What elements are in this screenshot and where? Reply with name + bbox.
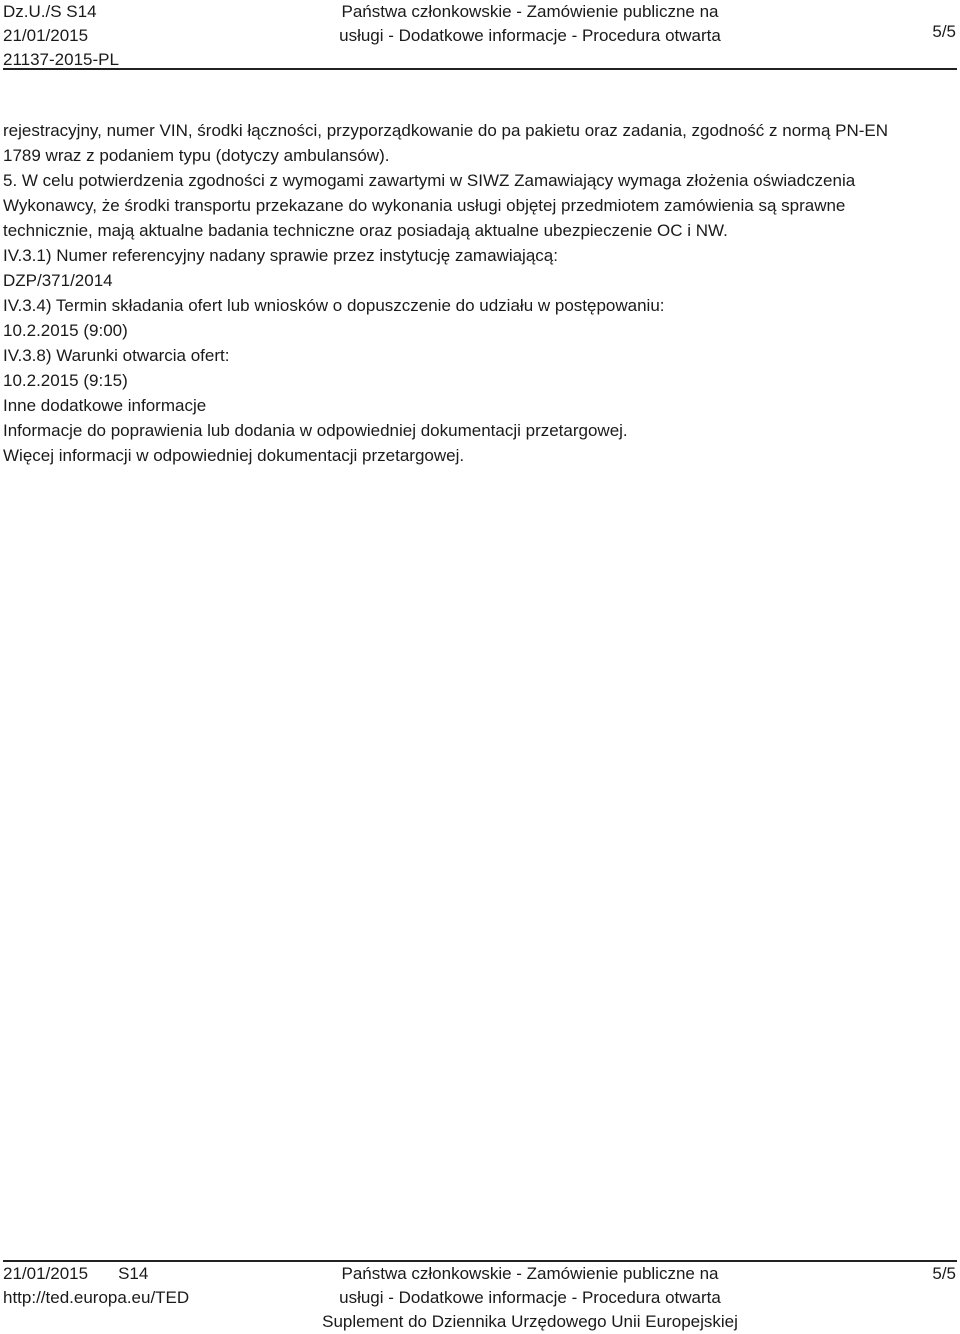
publication-date: 21/01/2015: [3, 26, 89, 45]
section-heading-reference-number: IV.3.1) Numer referencyjny nadany sprawie przez instytucję zamawiającą:: [3, 246, 558, 265]
footer-title-line-2: usługi - Dodatkowe informacje - Procedura otwarta: [339, 1288, 721, 1307]
deadline-value: 10.2.2015 (9:00): [3, 321, 128, 340]
section-heading-deadline: IV.3.4) Termin składania ofert lub wniosków o dopuszczenie do udziału w postępowaniu:: [3, 296, 665, 315]
header-title-line-1: Państwa członkowskie - Zamówienie publiczne na: [341, 2, 719, 21]
section-heading-additional-info: Inne dodatkowe informacje: [3, 396, 207, 415]
footer-left: [3, 1262, 148, 1286]
journal-id: Dz.U./S S14: [3, 2, 97, 21]
header-divider: [3, 68, 957, 70]
section-heading-opening-conditions: IV.3.8) Warunki otwarcia ofert:: [3, 346, 230, 365]
header-left: [3, 0, 223, 72]
additional-info-line: Informacje do poprawienia lub dodania w odpowiedniej dokumentacji przetargowej.: [3, 421, 628, 440]
body-line: rejestracyjny, numer VIN, środki łączności, przyporządkowanie do pa pakietu oraz zadania, zgodność z normą PN-EN: [3, 121, 889, 140]
header-page-number: 5/5: [932, 22, 956, 41]
header-title-line-2: usługi - Dodatkowe informacje - Procedura otwarta: [339, 26, 721, 45]
footer-title-line-3: Suplement do Dziennika Urzędowego Unii Europejskiej: [322, 1312, 738, 1331]
body-line: 5. W celu potwierdzenia zgodności z wymogami zawartymi w SIWZ Zamawiający wymaga złożenia oświadczenia: [3, 171, 856, 190]
footer-series: S14: [118, 1264, 149, 1283]
footer-title: [300, 1262, 760, 1334]
document-reference: 21137-2015-PL: [3, 50, 119, 69]
opening-conditions-value: 10.2.2015 (9:15): [3, 371, 128, 390]
additional-info-line: Więcej informacji w odpowiedniej dokumentacji przetargowej.: [3, 446, 465, 465]
footer-title-line-1: Państwa członkowskie - Zamówienie publiczne na: [341, 1264, 719, 1283]
body-line: technicznie, mają aktualne badania techniczne oraz posiadają aktualne ubezpieczenie OC i NW.: [3, 221, 728, 240]
body-line: 1789 wraz z podaniem typu (dotyczy ambulansów).: [3, 146, 390, 165]
footer-url[interactable]: http://ted.europa.eu/TED: [3, 1288, 190, 1307]
footer-page-number: 5/5: [932, 1264, 956, 1283]
page-footer: [0, 1262, 960, 1334]
reference-number-value: DZP/371/2014: [3, 271, 113, 290]
footer-date: 21/01/2015: [3, 1264, 89, 1283]
body-line: Wykonawcy, że środki transportu przekazane do wykonania usługi objętej przedmiotem zamówienia są sprawne: [3, 196, 846, 215]
header-title: [300, 0, 760, 48]
notice-body: [3, 118, 953, 468]
page-header: [0, 0, 960, 70]
